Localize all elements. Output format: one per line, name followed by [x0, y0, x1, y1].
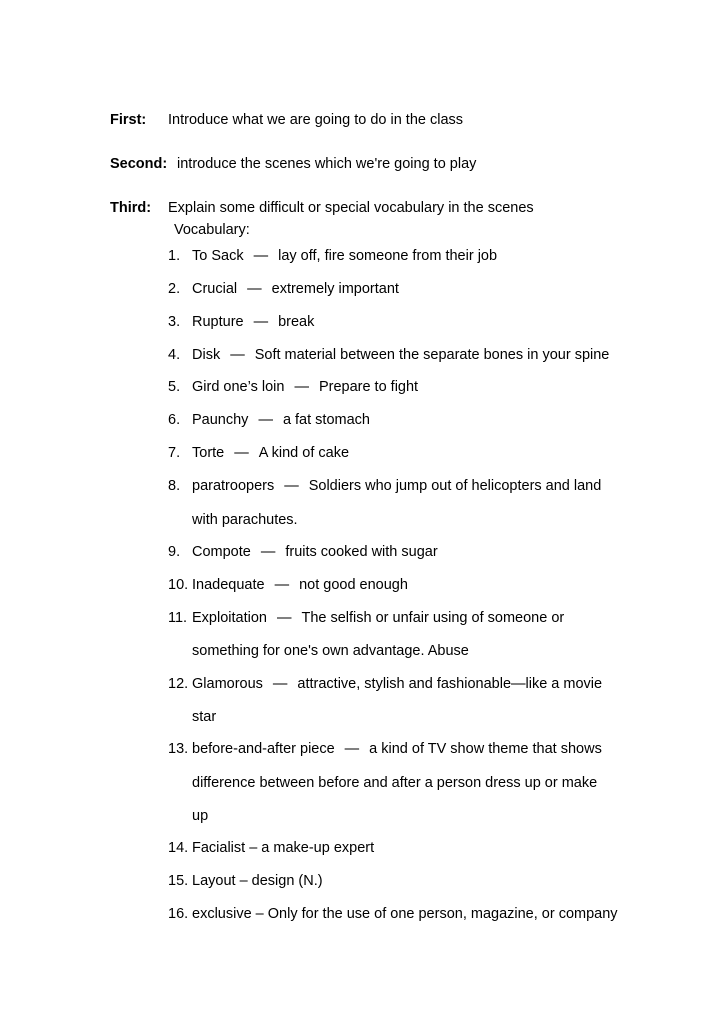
step-label: Second: [110, 156, 168, 172]
item-line [192, 379, 418, 395]
dash: — [276, 610, 292, 626]
vocabulary-heading: Vocabulary: [174, 222, 250, 238]
item-definition: fruits cooked with sugar [285, 544, 438, 560]
item-number: 6. [168, 412, 181, 428]
item-continuation: with parachutes. [192, 512, 298, 528]
step-text: introduce the scenes which we're going to play [177, 156, 477, 172]
item-definition: extremely important [271, 281, 399, 297]
item-line [192, 676, 602, 692]
item-term: before-and-after piece [192, 741, 335, 757]
dash: — [344, 741, 360, 757]
item-term: Paunchy [192, 412, 249, 428]
dash: — [253, 248, 269, 264]
item-term: Gird one’s loin [192, 379, 285, 395]
item-term: Torte [192, 445, 225, 461]
item-line [192, 347, 609, 363]
dash: — [234, 445, 249, 461]
item-number: 15. [168, 873, 189, 889]
item-number: 13. [168, 741, 189, 757]
item-definition: The selfish or unfair using of someone or [301, 610, 565, 626]
item-term: Inadequate [192, 577, 265, 593]
dash: — [260, 544, 276, 560]
item-definition: lay off, fire someone from their job [278, 248, 498, 264]
dash: — [230, 347, 245, 363]
step-text: Introduce what we are going to do in the class [168, 112, 464, 128]
item-term: Rupture [192, 314, 244, 330]
item-line: Layout – design (N.) [192, 873, 323, 889]
item-term: Disk [192, 347, 221, 363]
item-number: 7. [168, 445, 181, 461]
item-definition: A kind of cake [258, 445, 350, 461]
item-definition: Soft material between the separate bones in your spine [254, 347, 610, 363]
item-line: Facialist – a make-up expert [192, 840, 375, 856]
dash: — [253, 314, 269, 330]
item-number: 9. [168, 544, 181, 560]
item-line [192, 610, 564, 626]
item-number: 16. [168, 906, 189, 922]
item-number: 14. [168, 840, 189, 856]
dash: — [272, 676, 288, 692]
item-line [192, 544, 438, 560]
item-term: paratroopers [192, 478, 275, 494]
dash: — [294, 379, 309, 395]
item-number: 2. [168, 281, 181, 297]
item-line [192, 248, 497, 264]
item-line [192, 445, 349, 461]
item-term: Glamorous [192, 676, 263, 692]
dash: — [284, 478, 299, 494]
item-continuation: difference between before and after a person dress up or make [192, 775, 598, 791]
item-definition: Prepare to fight [318, 379, 419, 395]
item-line [192, 577, 408, 593]
item-definition: not good enough [299, 577, 408, 593]
item-number: 8. [168, 478, 181, 494]
item-continuation: star [192, 709, 217, 725]
item-definition: a kind of TV show theme that shows [369, 741, 602, 757]
item-number: 5. [168, 379, 181, 395]
item-definition: a fat stomach [282, 412, 370, 428]
dash: — [247, 281, 262, 297]
step-label: First: [110, 112, 147, 128]
item-line: exclusive – Only for the use of one person, magazine, or company [192, 906, 618, 922]
item-term: Compote [192, 544, 251, 560]
item-number: 3. [168, 314, 181, 330]
item-term: Exploitation [192, 610, 267, 626]
step-label: Third: [110, 200, 152, 216]
dash: — [274, 577, 290, 593]
item-number: 1. [168, 248, 181, 264]
item-continuation: something for one's own advantage. Abuse [192, 643, 469, 659]
item-term: Crucial [192, 281, 238, 297]
item-line [192, 314, 314, 330]
item-number: 11. [168, 610, 188, 626]
step-third [110, 200, 534, 216]
item-continuation: up [192, 808, 209, 824]
step-second [110, 156, 477, 172]
item-number: 10. [168, 577, 189, 593]
item-definition: Soldiers who jump out of helicopters and land [308, 478, 602, 494]
item-term: To Sack [192, 248, 244, 264]
item-number: 4. [168, 347, 181, 363]
item-definition: break [278, 314, 315, 330]
item-line [192, 741, 602, 757]
item-number: 12. [168, 676, 189, 692]
item-line [192, 412, 370, 428]
step-first [110, 112, 464, 128]
dash: — [258, 412, 273, 428]
step-text: Explain some difficult or special vocabulary in the scenes [168, 200, 534, 216]
item-line [192, 281, 399, 297]
item-definition: attractive, stylish and fashionable—like a movie [297, 676, 603, 692]
item-line [192, 478, 601, 494]
